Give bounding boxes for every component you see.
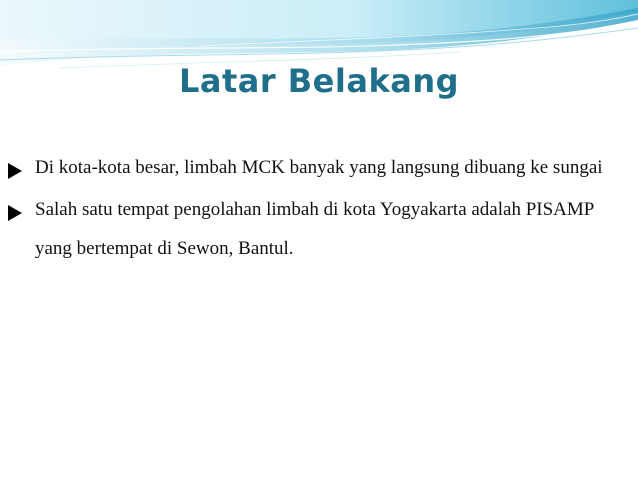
bullet-list <box>8 148 608 271</box>
slide-title: Latar Belakang <box>178 62 459 100</box>
triangle-bullet-icon <box>8 163 22 179</box>
triangle-bullet-icon <box>8 205 22 221</box>
bullet-item <box>8 148 608 187</box>
bullet-text: Salah satu tempat pengolahan limbah di kota Yogyakarta adalah PISAMP yang bertempat di Sewon, Bantul. <box>35 199 594 259</box>
bullet-item <box>8 190 608 268</box>
bullet-text: Di kota-kota besar, limbah MCK banyak yang langsung dibuang ke sungai <box>35 157 603 178</box>
